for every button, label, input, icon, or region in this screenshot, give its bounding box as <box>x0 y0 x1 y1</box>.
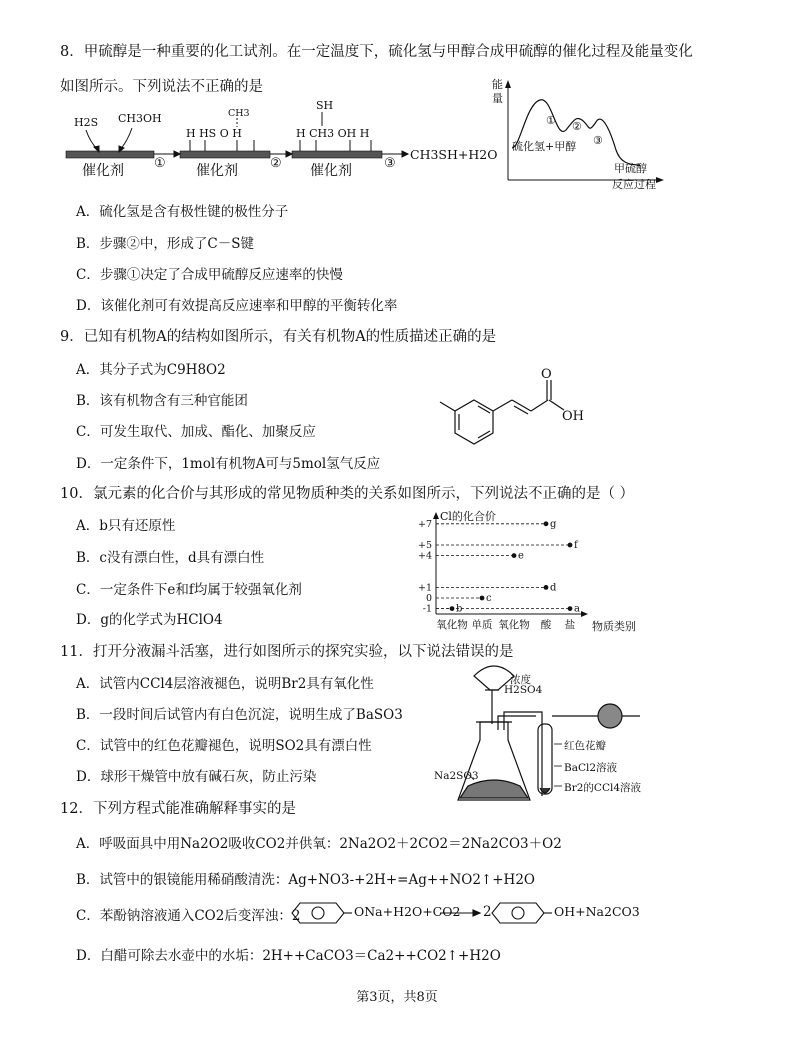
phenol-ring <box>492 903 544 923</box>
q12-c-products: OH+Na2CO3 <box>554 904 640 919</box>
catalyst-label-3: 催化剂 <box>310 163 352 179</box>
bacl2-label: BaCl2溶液 <box>564 762 618 774</box>
q11-stem: 11．打开分液漏斗活塞，进行如图所示的探究实验，以下说法错误的是 <box>60 644 514 660</box>
q11-option-a: A．试管内CCl4层溶液褪色，说明Br2具有氧化性 <box>76 676 374 692</box>
q8-stem-line2: 如图所示。下列说法不正确的是 <box>60 79 263 95</box>
br2-label: Br2的CCl4溶液 <box>564 782 642 794</box>
q8-option-b: B．步骤②中，形成了C－S键 <box>76 236 254 252</box>
q9-option-c: C．可发生取代、加成、酯化、加聚反应 <box>76 424 316 440</box>
q10-option-b: B．c没有漂白性，d具有漂白性 <box>76 550 265 566</box>
energy-x-axis-label: 反应过程 <box>612 178 656 191</box>
q12-option-d: D．白醋可除去水壶中的水垢：2H++CaCO3＝Ca2++CO2↑+H2O <box>76 948 501 964</box>
q10-stem: 10．氯元素的化合价与其形成的常见物质种类的关系如图所示，下列说法不正确的是（ ） <box>60 486 635 502</box>
step-1-marker: ① <box>154 156 166 171</box>
acid-label-1: 浓度 <box>510 674 531 686</box>
cl-point-label: d <box>550 582 557 594</box>
q9-option-a: A．其分子式为C9H8O2 <box>76 362 226 378</box>
cl-y-tick: +4 <box>417 550 432 562</box>
acid-label-2: H2SO4 <box>504 684 543 696</box>
q9-option-b: B．该有机物含有三种官能团 <box>76 393 248 409</box>
q10-option-d: D．g的化学式为HClO4 <box>76 612 223 628</box>
q8-option-a: A．硫化氢是含有极性键的极性分子 <box>76 204 289 220</box>
energy-axis-label-2: 量 <box>492 92 503 105</box>
cl-y-tick: +1 <box>417 582 432 594</box>
cl-chart-x-label: 物质类别 <box>592 620 636 633</box>
q12-option-a: A．呼吸面具中用Na2O2吸收CO2并供氧：2Na2O2＋2CO2＝2Na2CO3＋O2 <box>76 836 562 852</box>
q11-option-d: D．球形干燥管中放有碱石灰，防止污染 <box>76 769 317 785</box>
energy-peak-1: ① <box>546 114 556 127</box>
q12-option-c: C．苯酚钠溶液通入CO2后变浑浊：2 <box>76 908 301 924</box>
q8-option-c: C．步骤①决定了合成甲硫醇反应速率的快慢 <box>76 267 343 283</box>
energy-start-label: 硫化氢+甲醇 <box>512 140 577 153</box>
cl-y-tick: +7 <box>417 518 432 530</box>
flask-label: Na2SO3 <box>434 770 479 782</box>
stage2-top: CH3 <box>228 108 250 119</box>
carbonyl-o-label: O <box>541 367 552 382</box>
energy-axis-label-1: 能 <box>492 78 503 91</box>
q11-option-c: C．试管中的红色花瓣褪色，说明SO2具有漂白性 <box>76 738 372 754</box>
cl-x-category: 氧化物 <box>436 619 468 631</box>
product-label: CH3SH+H2O <box>410 147 498 162</box>
page-footer: 第3页，共8页 <box>356 990 438 1005</box>
cl-y-tick: -1 <box>422 603 432 615</box>
q12-stem: 12．下列方程式能准确解释事实的是 <box>60 801 296 817</box>
cl-point-label: f <box>574 540 578 551</box>
cl-y-tick: +5 <box>417 540 432 551</box>
phenoxide-ring <box>292 903 344 923</box>
stage3-top: SH <box>316 99 334 112</box>
energy-end-label: 甲硫醇 <box>614 162 647 175</box>
q8-stem-line1: 8．甲硫醇是一种重要的化工试剂。在一定温度下，硫化氢与甲醇合成甲硫醇的催化过程及能量变化 <box>60 44 693 60</box>
step-3-marker: ③ <box>384 156 396 171</box>
cl-point-label: c <box>486 593 492 604</box>
cl-x-category: 酸 <box>540 619 552 631</box>
hydroxyl-label: OH <box>562 409 584 424</box>
cl-x-category: 单质 <box>471 619 493 631</box>
reactant-h2s: H2S <box>74 116 99 129</box>
petal-label: 红色花瓣 <box>564 740 606 752</box>
q9-stem: 9．已知有机物A的结构如图所示，有关有机物A的性质描述正确的是 <box>60 329 497 345</box>
q8-option-d: D．该催化剂可有效提高反应速率和甲醇的平衡转化率 <box>76 298 398 314</box>
stage2-bottom: H HS O H <box>186 127 242 140</box>
cl-point-label: e <box>518 550 524 562</box>
reactant-methanol: CH3OH <box>118 112 162 125</box>
cl-x-category: 氧化物 <box>498 619 530 631</box>
q10-option-a: A．b只有还原性 <box>76 518 176 534</box>
cl-point-label: g <box>550 518 557 530</box>
energy-peak-2: ② <box>572 120 582 133</box>
q12-c-reactants: ONa+H2O+CO2 <box>354 904 461 919</box>
q12-option-b: B．试管中的银镜能用稀硝酸清洗：Ag+NO3-+2H+=Ag++NO2↑+H2O <box>76 872 535 888</box>
q10-option-c: C．一定条件下e和f均属于较强氧化剂 <box>76 582 302 598</box>
cl-x-category: 盐 <box>564 619 576 631</box>
q11-option-b: B．一段时间后试管内有白色沉淀，说明生成了BaSO3 <box>76 707 403 723</box>
cl-point-label: b <box>456 603 463 615</box>
q9-option-d: D．一定条件下，1mol有机物A可与5mol氢气反应 <box>76 456 381 472</box>
cl-point-label: a <box>574 603 580 615</box>
step-2-marker: ② <box>270 156 282 171</box>
catalyst-label-2: 催化剂 <box>196 163 238 179</box>
cl-y-tick: 0 <box>425 593 432 604</box>
q12-c-coefficient: 2 <box>483 904 492 920</box>
cl-chart-y-label: Cl的化合价 <box>440 510 496 523</box>
energy-peak-3: ③ <box>593 134 603 147</box>
stage3-bottom: H CH3 OH H <box>296 127 370 140</box>
catalyst-label-1: 催化剂 <box>82 163 124 179</box>
